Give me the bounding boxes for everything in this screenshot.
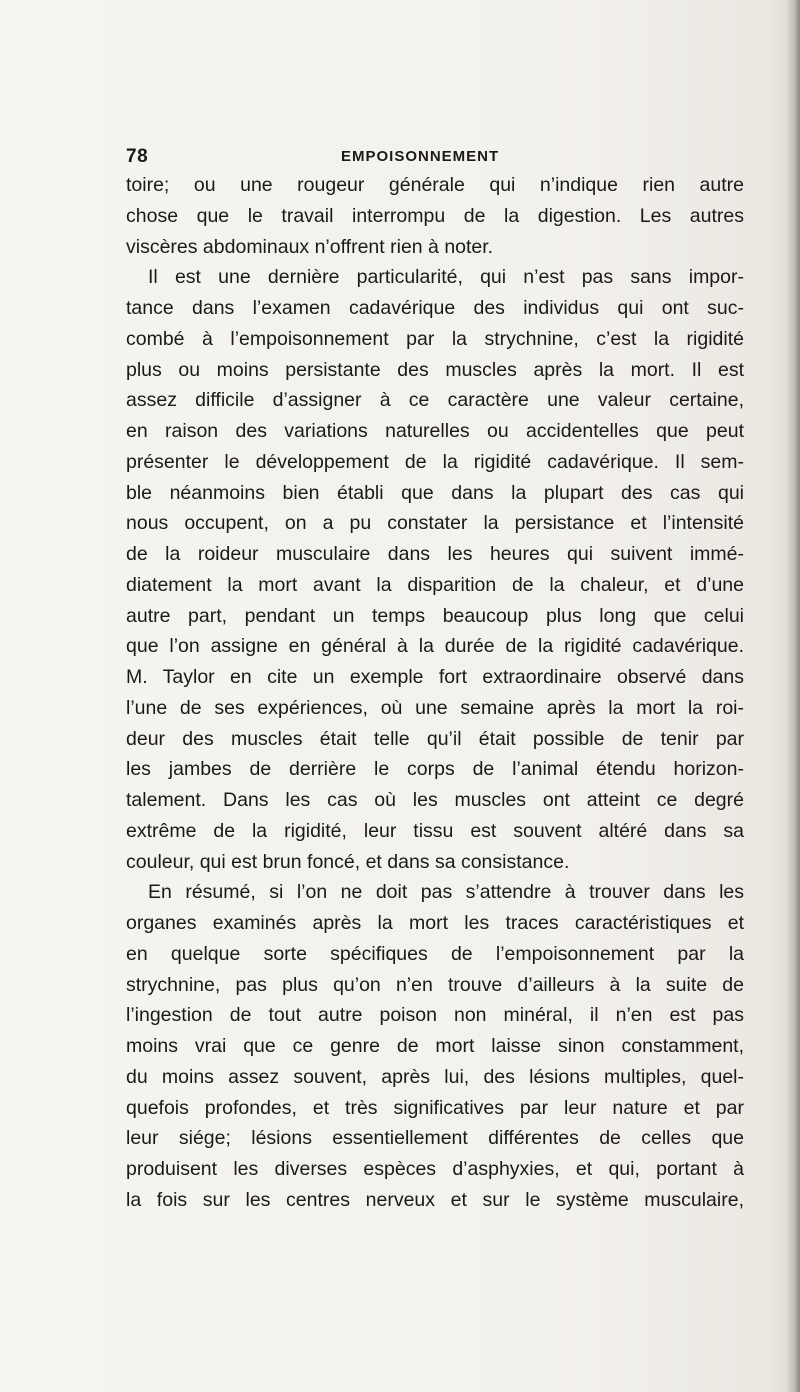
- text-line: en raison des variations naturelles ou accidentelles que peut: [126, 420, 744, 442]
- text-line: assez difficile d’assigner à ce caractère une valeur certaine,: [126, 389, 744, 412]
- text-line: deur des muscles était telle qu’il était possible de tenir par: [126, 727, 744, 750]
- text-line: organes examinés après la mort les traces caractéristiques et: [126, 912, 744, 934]
- text-line: talement. Dans les cas où les muscles ont atteint ce degré: [126, 789, 744, 811]
- text-line: autre part, pendant un temps beaucoup plus long que celui: [126, 604, 744, 627]
- text-line: moins vrai que ce genre de mort laisse sinon constamment,: [126, 1035, 744, 1057]
- text-line: viscères abdominaux n’offrent rien à noter.: [126, 235, 494, 258]
- running-head: EMPOISONNEMENT: [341, 148, 500, 165]
- text-line: En résumé, si l’on ne doit pas s’attendre à trouver dans les: [148, 881, 744, 904]
- text-line: diatement la mort avant la disparition de la chaleur, et d’une: [126, 573, 744, 596]
- text-line: produisent les diverses espèces d’asphyxies, et qui, portant à: [126, 1158, 744, 1180]
- text-line: tance dans l’examen cadavérique des individus qui ont suc-: [126, 297, 744, 319]
- text-line: couleur, qui est brun foncé, et dans sa consistance.: [126, 850, 570, 873]
- page-edge-shadow: [786, 0, 800, 1392]
- text-line: quefois profondes, et très significatives par leur nature et par: [126, 1096, 744, 1119]
- text-line: nous occupent, on a pu constater la persistance et l’intensité: [126, 512, 744, 535]
- text-line: strychnine, pas plus qu’on n’en trouve d’ailleurs à la suite de: [126, 973, 744, 996]
- text-line: Il est une dernière particularité, qui n’est pas sans impor-: [148, 266, 744, 289]
- text-line: les jambes de derrière le corps de l’animal étendu horizon-: [126, 758, 744, 781]
- text-line: M. Taylor en cite un exemple fort extraordinaire observé dans: [126, 666, 744, 688]
- text-line: présenter le développement de la rigidité cadavérique. Il sem-: [126, 450, 744, 473]
- text-line: de la roideur musculaire dans les heures qui suivent immé-: [126, 543, 744, 565]
- text-line: leur siége; lésions essentiellement différentes de celles que: [126, 1127, 744, 1150]
- text-line: toire; ou une rougeur générale qui n’indique rien autre: [126, 174, 744, 196]
- text-line: l’ingestion de tout autre poison non minéral, il n’en est pas: [126, 1004, 744, 1027]
- text-line: en quelque sorte spécifiques de l’empoisonnement par la: [126, 942, 744, 965]
- text-line: chose que le travail interrompu de la digestion. Les autres: [126, 204, 744, 227]
- text-line: plus ou moins persistante des muscles après la mort. Il est: [126, 358, 744, 381]
- text-line: du moins assez souvent, après lui, des lésions multiples, quel-: [126, 1065, 744, 1088]
- text-line: extrême de la rigidité, leur tissu est souvent altéré dans sa: [126, 819, 744, 842]
- text-line: l’une de ses expériences, où une semaine après la mort la roi-: [126, 696, 744, 719]
- text-line: ble néanmoins bien établi que dans la plupart des cas qui: [126, 481, 744, 504]
- body-text: [126, 170, 744, 1216]
- page-header: [126, 146, 746, 170]
- text-line: la fois sur les centres nerveux et sur le système musculaire,: [126, 1188, 744, 1211]
- page-number: 78: [126, 146, 149, 167]
- text-line: que l’on assigne en général à la durée de la rigidité cadavérique.: [126, 635, 744, 658]
- text-line: combé à l’empoisonnement par la strychnine, c’est la rigidité: [126, 327, 744, 350]
